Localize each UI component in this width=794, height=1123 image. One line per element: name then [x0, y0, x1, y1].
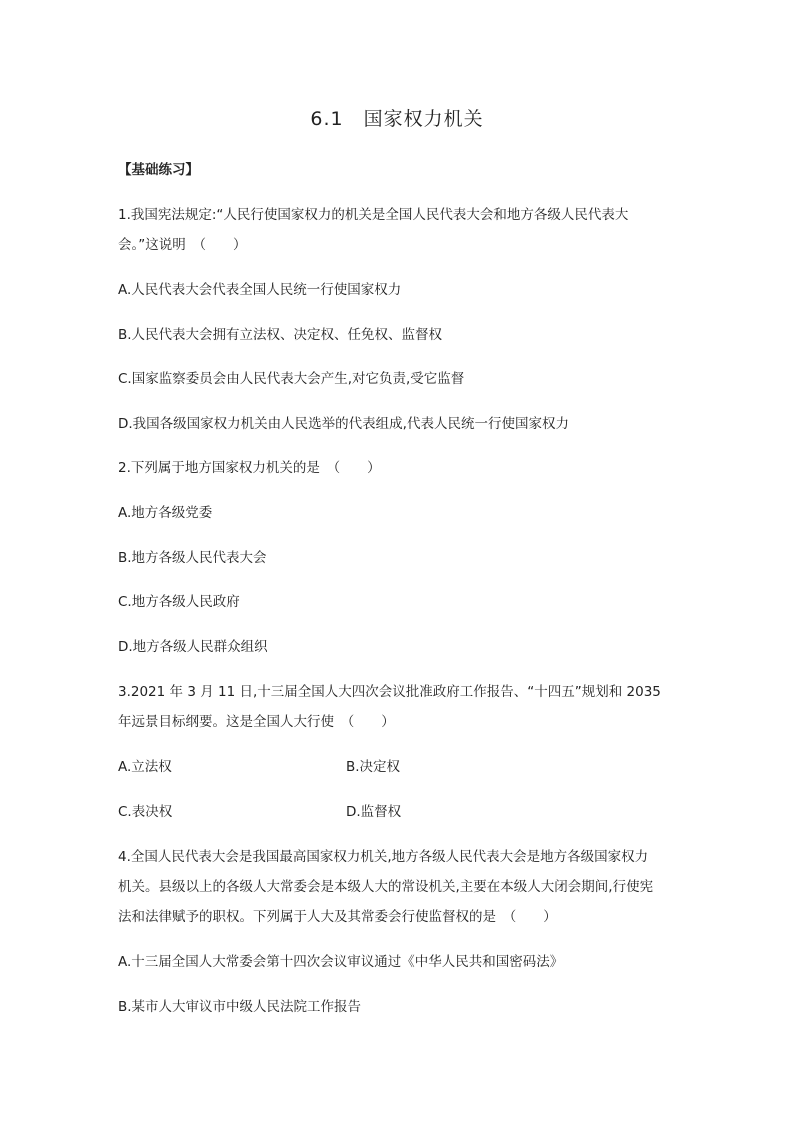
q2-option-b: B.地方各级人民代表大会	[118, 550, 267, 566]
q1-option-a: A.人民代表大会代表全国人民统一行使国家权力	[118, 282, 402, 298]
section-heading: 【基础练习】	[118, 162, 199, 178]
q1-stem-line2: 会。”这说明 （ ）	[118, 237, 247, 253]
q1-option-c: C.国家监察委员会由人民代表大会产生,对它负责,受它监督	[118, 371, 465, 387]
q3-stem-line2: 年远景目标纲要。这是全国人大行使 （ ）	[118, 714, 395, 730]
q1-stem-line1: 1.我国宪法规定:“人民行使国家权力的机关是全国人民代表大会和地方各级人民代表大	[118, 207, 629, 223]
q4-option-b: B.某市人大审议市中级人民法院工作报告	[118, 999, 362, 1015]
q4-stem-line2: 机关。县级以上的各级人大常委会是本级人大的常设机关,主要在本级人大闭会期间,行使宪	[118, 879, 654, 895]
q2-option-c: C.地方各级人民政府	[118, 594, 240, 610]
q4-stem-line3: 法和法律赋予的职权。下列属于人大及其常委会行使监督权的是 （ ）	[118, 909, 557, 925]
q2-option-d: D.地方各级人民群众组织	[118, 639, 268, 655]
q3-option-c: C.表决权	[118, 804, 173, 820]
q4-stem-line1: 4.全国人民代表大会是我国最高国家权力机关,地方各级人民代表大会是地方各级国家权力	[118, 849, 649, 865]
q2-option-a: A.地方各级党委	[118, 505, 213, 521]
q3-option-b: B.决定权	[346, 759, 401, 775]
q3-stem-line1: 3.2021 年 3 月 11 日,十三届全国人大四次会议批准政府工作报告、“十四五”规划和 2035	[118, 684, 661, 700]
page-title: 6.1 国家权力机关	[310, 108, 484, 130]
q1-option-b: B.人民代表大会拥有立法权、决定权、任免权、监督权	[118, 327, 443, 343]
q4-option-a: A.十三届全国人大常委会第十四次会议审议通过《中华人民共和国密码法》	[118, 954, 564, 970]
q3-option-d: D.监督权	[346, 804, 402, 820]
q1-option-d: D.我国各级国家权力机关由人民选举的代表组成,代表人民统一行使国家权力	[118, 416, 569, 432]
q2-stem: 2.下列属于地方国家权力机关的是 （ ）	[118, 460, 381, 476]
q3-option-a: A.立法权	[118, 759, 172, 775]
